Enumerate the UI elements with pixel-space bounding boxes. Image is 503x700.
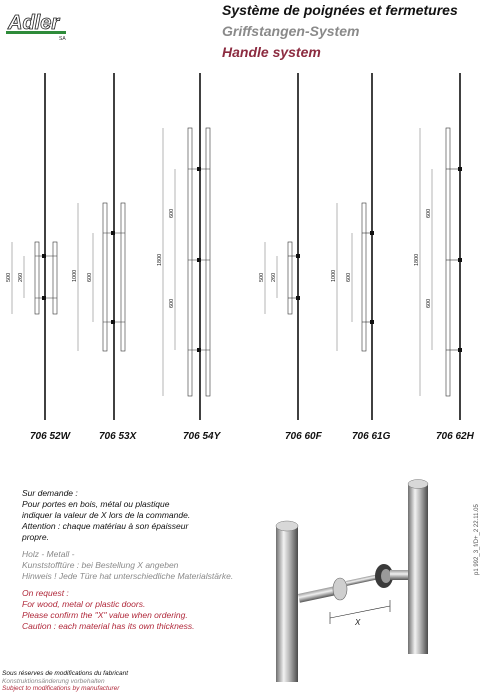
dim-260-60f: 260: [271, 272, 277, 282]
note-fr-line: indiquer la valeur de X lors de la commande.: [22, 510, 191, 520]
model-label-61g: 706 61G: [352, 431, 391, 442]
svg-text:Adler: Adler: [8, 12, 60, 34]
order-notes: [22, 488, 272, 632]
title-english: Handle system: [222, 44, 321, 60]
x-dimension-label: X: [355, 618, 361, 627]
note-de-line: Holz - Metall -: [22, 549, 75, 559]
footer-disclaimer: [2, 670, 128, 693]
note-fr-line: Attention : chaque matériau à son épaisseur: [22, 521, 189, 531]
adler-logo: [6, 8, 68, 42]
document-reference: p1 992_3_f/D+_2 22.11.05: [474, 504, 480, 575]
svg-text:SA: SA: [59, 36, 66, 42]
notes-french: [22, 488, 272, 543]
footer-de: Konstruktionsänderung vorbehalten: [2, 677, 105, 685]
model-label-60f: 706 60F: [285, 431, 322, 442]
note-de-line: Kunststofftüre : bei Bestellung X angeben: [22, 560, 179, 570]
dim-600b-62h: 600: [426, 298, 432, 308]
model-label-54y: 706 54Y: [183, 431, 221, 442]
model-label-62h: 706 62H: [436, 431, 474, 442]
dim-600a-54y: 600: [169, 208, 175, 218]
dim-600a-62h: 600: [426, 208, 432, 218]
note-en-line: Caution : each material has its own thickness.: [22, 621, 195, 631]
dim-600b-54y: 600: [169, 298, 175, 308]
model-label-52w: 706 52W: [30, 431, 71, 442]
handle-technical-drawing: [0, 70, 503, 445]
footer-fr: Sous réserves de modifications du fabricant: [2, 670, 129, 677]
note-fr-line: Pour portes en bois, métal ou plastique: [22, 499, 170, 509]
note-en-line: For wood, metal or plastic doors.: [22, 599, 146, 609]
note-fr-line: propre.: [22, 532, 49, 542]
dim-600-61g: 600: [346, 272, 352, 282]
notes-german: [22, 549, 272, 582]
note-en-line: Please confirm the "X" value when ordering.: [22, 610, 188, 620]
dim-1000-53x: 1000: [72, 269, 78, 282]
dim-1800-54y: 1800: [157, 253, 163, 266]
title-german: Griffstangen-System: [222, 23, 360, 39]
dim-260-52w: 260: [18, 272, 24, 282]
notes-english: [22, 588, 272, 632]
dim-1000-61g: 1000: [331, 269, 337, 282]
dim-1800-62h: 1800: [414, 253, 420, 266]
footer-en: Subject to modifications by manufacturer: [2, 685, 120, 692]
dim-500-52w: 500: [6, 272, 12, 282]
note-en-line: On request :: [22, 588, 69, 598]
dim-500-60f: 500: [259, 272, 265, 282]
model-label-53x: 706 53X: [99, 431, 137, 442]
title-french: Système de poignées et fermetures: [222, 2, 458, 18]
dim-600-53x: 600: [87, 272, 93, 282]
note-fr-line: Sur demande :: [22, 488, 78, 498]
note-de-line: Hinweis ! Jede Türe hat unterschiedliche Materialstärke.: [22, 571, 234, 581]
handle-product-photo: [262, 478, 462, 686]
